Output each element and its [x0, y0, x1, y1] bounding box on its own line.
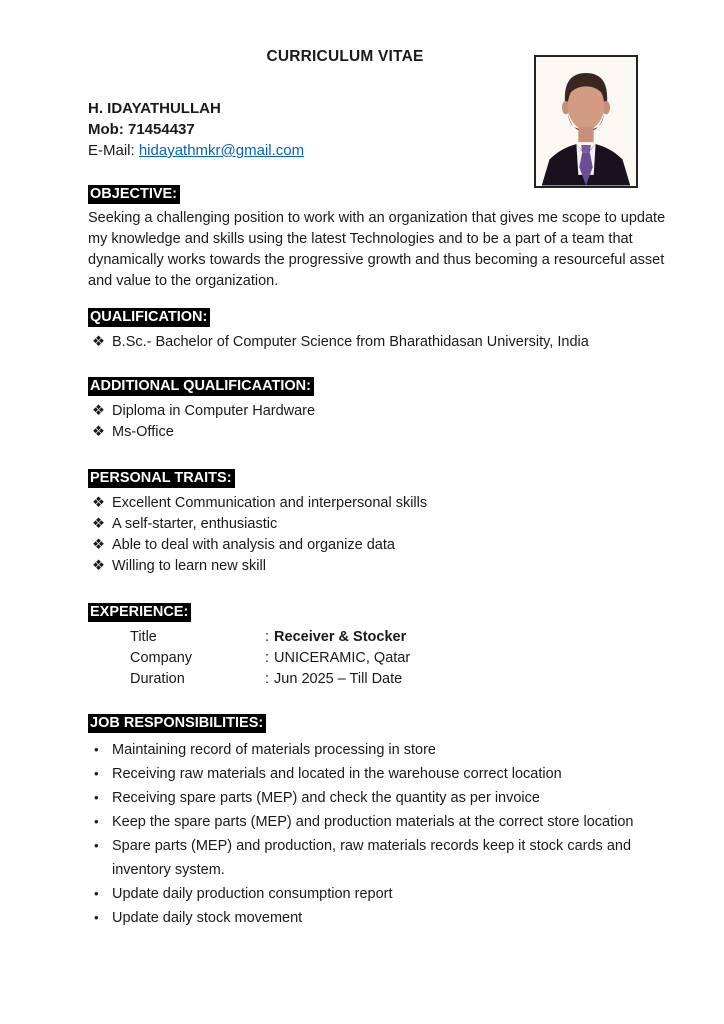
additional-qualification-item-text: Ms-Office	[112, 424, 174, 440]
personal-trait-item	[88, 514, 662, 535]
mobile-number: 71454437	[128, 121, 195, 138]
personal-trait-item-text: Excellent Communication and interpersonal skills	[112, 495, 428, 511]
job-responsibility-item-text: Maintaining record of materials processing in store	[112, 742, 436, 758]
experience-row-separator: :	[265, 650, 270, 666]
experience-heading: EXPERIENCE:	[88, 603, 191, 622]
experience-row-value: Jun 2025 – Till Date	[274, 671, 403, 687]
personal-trait-item-text: A self-starter, enthusiastic	[112, 516, 278, 532]
section-additional-qualification	[88, 377, 662, 443]
experience-row-separator: :	[265, 671, 270, 687]
job-responsibility-item	[88, 786, 662, 810]
experience-row	[130, 627, 662, 648]
section-objective	[88, 185, 666, 292]
section-experience	[88, 603, 662, 690]
additional-qualification-item	[88, 422, 662, 443]
diamond-bullet-icon: ❖	[92, 537, 105, 553]
section-job-responsibilities	[88, 714, 662, 930]
qualification-heading: QUALIFICATION:	[88, 308, 210, 327]
experience-row	[130, 669, 662, 690]
experience-row-label: Duration	[130, 671, 185, 687]
job-responsibility-item	[88, 762, 662, 786]
portrait-photo	[534, 55, 638, 188]
dot-bullet-icon: •	[94, 886, 99, 901]
additional-qualification-list	[88, 401, 662, 443]
experience-row-separator: :	[265, 629, 270, 645]
qualification-list	[88, 332, 662, 353]
additional-qualification-item-text: Diploma in Computer Hardware	[112, 403, 316, 419]
mobile-label: Mob:	[88, 121, 124, 138]
personal-traits-heading: PERSONAL TRAITS:	[88, 469, 235, 488]
job-responsibility-item	[88, 810, 662, 834]
experience-row-value: Receiver & Stocker	[274, 629, 407, 645]
objective-heading: OBJECTIVE:	[88, 185, 180, 204]
qualification-item-text: B.Sc.- Bachelor of Computer Science from Bharathidasan University, India	[112, 334, 589, 350]
diamond-bullet-icon: ❖	[92, 424, 105, 440]
personal-trait-item	[88, 493, 662, 514]
job-responsibility-item-text: Receiving spare parts (MEP) and check the quantity as per invoice	[112, 790, 540, 806]
personal-trait-item	[88, 535, 662, 556]
personal-traits-list	[88, 493, 662, 577]
personal-trait-item-text: Able to deal with analysis and organize data	[112, 537, 395, 553]
experience-table	[88, 627, 662, 690]
experience-row-label: Title	[130, 629, 157, 645]
qualification-item	[88, 332, 662, 353]
diamond-bullet-icon: ❖	[92, 495, 105, 511]
candidate-name: H. IDAYATHULLAH	[88, 100, 221, 117]
job-responsibility-item-text: Spare parts (MEP) and production, raw materials records keep it stock cards and inventory system.	[112, 838, 632, 878]
dot-bullet-icon: •	[94, 838, 99, 853]
job-responsibility-item-text: Update daily production consumption report	[112, 886, 393, 902]
section-qualification	[88, 308, 662, 353]
email-label: E-Mail:	[88, 142, 135, 159]
dot-bullet-icon: •	[94, 790, 99, 805]
diamond-bullet-icon: ❖	[92, 334, 105, 350]
job-responsibility-item	[88, 882, 662, 906]
personal-trait-item	[88, 556, 662, 577]
experience-row	[130, 648, 662, 669]
page-title: CURRICULUM VITAE	[266, 48, 424, 65]
portrait-illustration	[536, 57, 636, 186]
job-responsibility-item	[88, 834, 662, 882]
diamond-bullet-icon: ❖	[92, 516, 105, 532]
experience-row-value: UNICERAMIC, Qatar	[274, 650, 411, 666]
job-responsibility-item	[88, 906, 662, 930]
job-responsibility-item	[88, 738, 662, 762]
personal-trait-item-text: Willing to learn new skill	[112, 558, 266, 574]
diamond-bullet-icon: ❖	[92, 558, 105, 574]
experience-row-label: Company	[130, 650, 193, 666]
diamond-bullet-icon: ❖	[92, 403, 105, 419]
dot-bullet-icon: •	[94, 766, 99, 781]
job-responsibility-item-text: Keep the spare parts (MEP) and production materials at the correct store location	[112, 814, 634, 830]
dot-bullet-icon: •	[94, 910, 99, 925]
additional-qualification-item	[88, 401, 662, 422]
job-responsibility-item-text: Receiving raw materials and located in the warehouse correct location	[112, 766, 562, 782]
dot-bullet-icon: •	[94, 742, 99, 757]
email-link[interactable]: hidayathmkr@gmail.com	[138, 142, 305, 159]
job-responsibilities-heading: JOB RESPONSIBILITIES:	[88, 714, 266, 733]
job-responsibilities-list	[88, 738, 662, 930]
job-responsibility-item-text: Update daily stock movement	[112, 910, 303, 926]
objective-text: Seeking a challenging position to work with an organization that gives me scope to update my knowledge and skills using the latest Technologies and to be a part of a team that dynamically works towards the progressive growth and thus becoming a resourceful asset and value to the organization.	[88, 210, 666, 289]
additional-qualification-heading: ADDITIONAL QUALIFICAATION:	[88, 377, 314, 396]
section-personal-traits	[88, 469, 662, 577]
dot-bullet-icon: •	[94, 814, 99, 829]
